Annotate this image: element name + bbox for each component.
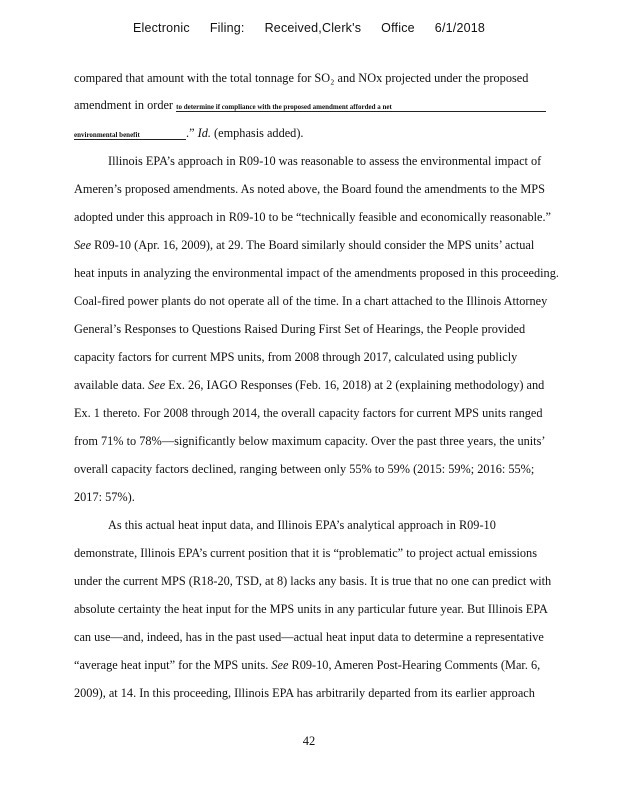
text-line: demonstrate, Illinois EPA’s current position that it is “problematic” to project actual emissions (74, 546, 537, 560)
text-line: adopted under this approach in R09-10 to be “technically feasible and economically reasonable.” (74, 210, 552, 224)
quote-close: .” (186, 126, 195, 140)
underlined-quote: environmental benefit (74, 131, 186, 140)
text-line (74, 126, 614, 141)
text-line: 2017: 57%). (74, 490, 135, 504)
text-line: capacity factors for current MPS units, from 2008 through 2017, calculated using publicly (74, 350, 518, 364)
line-text: available data. (74, 378, 146, 392)
text-line (74, 378, 614, 393)
signal-see: See (74, 238, 92, 252)
text-line: compared that amount with the total tonnage for SO₂ and NOx projected under the proposed (74, 71, 529, 85)
text-line: can use—and, indeed, has in the past used—actual heat input data to determine a representative (74, 630, 544, 644)
text-line: General’s Responses to Questions Raised During First Set of Hearings, the People provided (74, 322, 526, 336)
text-line: 2009), at 14. In this proceeding, Illinois EPA has arbitrarily departed from its earlier approach (74, 686, 535, 700)
header-electronic: Electronic (132, 21, 190, 35)
filing-stamp-header (0, 21, 618, 35)
page-number: 42 (302, 734, 316, 748)
header-office: Office (381, 21, 415, 35)
text-line: Ameren’s proposed amendments. As noted above, the Board found the amendments to the MPS (74, 182, 545, 196)
text-line (74, 658, 614, 673)
underlined-quote: to determine if compliance with the proposed amendment afforded a net (176, 103, 546, 112)
text-line: Illinois EPA’s approach in R09-10 was reasonable to assess the environmental impact of (108, 154, 542, 168)
text-line: overall capacity factors declined, ranging between only 55% to 59% (2015: 59%; 2016: 55%; (74, 462, 535, 476)
text-line (74, 98, 614, 113)
signal-see: See (271, 658, 289, 672)
citation-id: Id. (197, 126, 211, 140)
text-line: Ex. 1 thereto. For 2008 through 2014, the overall capacity factors for current MPS units ranged (74, 406, 543, 420)
line-text: R09-10, Ameren Post-Hearing Comments (Mar. 6, (291, 658, 541, 672)
text-line: heat inputs in analyzing the environmental impact of the amendments proposed in this proceeding. (74, 266, 559, 280)
line-text: amendment in order (74, 98, 174, 112)
header-received: Received,Clerk's (264, 21, 362, 35)
emphasis-note: (emphasis added). (214, 126, 304, 140)
text-line (74, 238, 614, 253)
signal-see: See (148, 378, 166, 392)
text-line: Coal-fired power plants do not operate all of the time. In a chart attached to the Illinois Attorney (74, 294, 548, 308)
text-line: under the current MPS (R18-20, TSD, at 8) lacks any basis. It is true that no one can predict with (74, 574, 552, 588)
text-line: from 71% to 78%—significantly below maximum capacity. Over the past three years, the units’ (74, 434, 546, 448)
line-text: R09-10 (Apr. 16, 2009), at 29. The Board similarly should consider the MPS units’ actual (94, 238, 535, 252)
header-date: 6/1/2018 (434, 21, 486, 35)
text-line: absolute certainty the heat input for the MPS units in any particular future year. But Illinois EPA (74, 602, 548, 616)
line-text: Ex. 26, IAGO Responses (Feb. 16, 2018) at 2 (explaining methodology) and (168, 378, 545, 392)
line-text: “average heat input” for the MPS units. (74, 658, 269, 672)
text-line: As this actual heat input data, and Illinois EPA’s analytical approach in R09-10 (108, 518, 496, 532)
header-filing: Filing: (209, 21, 245, 35)
